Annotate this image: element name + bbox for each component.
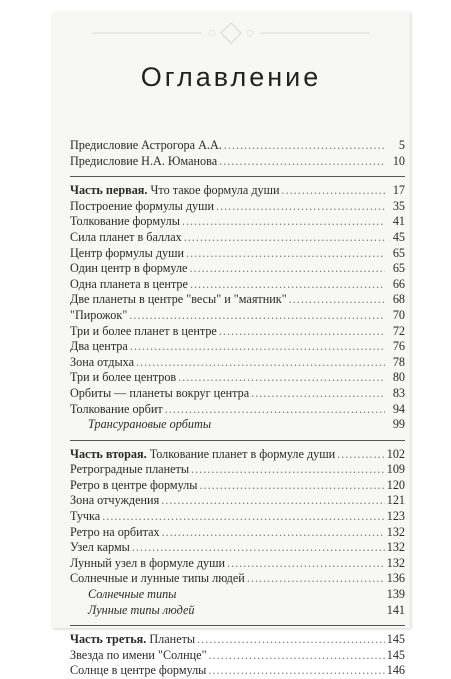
toc-entry [70,277,405,293]
toc-entry [70,246,405,262]
page-number: 78 [392,354,405,369]
page-number: 141 [386,602,405,617]
page-number: 109 [386,462,405,477]
toc-entry [70,308,405,324]
toc-entry-title: Построение формулы души [70,198,215,213]
toc-entry-title: Ретро в центре формулы [70,477,198,492]
toc-entry [70,154,405,170]
part-label: Часть вторая. [70,446,147,461]
toc-entry-title: Предисловие Астрогора А.А. [70,138,222,152]
part-heading [70,447,405,463]
dot-leader [197,632,385,648]
toc-entry-title: Тучка [70,509,101,524]
toc-subentry [70,587,405,603]
page-number: 123 [386,509,405,524]
dot-leader [132,540,385,556]
page-number: 83 [392,385,405,400]
toc-entry [70,292,405,308]
dot-leader [129,308,385,324]
toc-entry-title: Солнечные и лунные типы людей [70,571,245,586]
page-number: 136 [386,571,405,586]
toc-entry [70,493,405,509]
dot-leader [209,648,385,664]
page-number: 121 [386,493,405,508]
page-number: 94 [392,401,405,416]
dot-leader [337,447,385,463]
part-heading [70,632,405,648]
toc-entry [70,261,405,277]
ornament-icon [52,20,410,46]
dot-leader [208,663,384,679]
toc-entry [70,339,405,355]
toc-entry [70,663,405,679]
dot-leader [227,556,385,572]
dot-leader [251,386,385,402]
dot-leader [199,478,384,494]
page-number: 10 [392,153,405,168]
page-number: 102 [386,446,405,461]
table-of-contents [70,138,405,679]
page-number: 99 [392,417,405,432]
dot-leader [224,138,385,154]
toc-entry-title: Солнце в центре формулы [70,663,207,678]
part-heading-title [70,183,280,199]
toc-entry-title: Орбиты — планеты вокруг центра [70,385,250,400]
part-label: Часть первая. [70,183,148,198]
dot-leader [130,339,385,355]
page-number: 45 [392,229,405,244]
dot-leader [162,525,385,541]
toc-entry-title: Одна планета в центре [70,276,188,291]
divider [70,440,405,441]
toc-entry-title: Звезда по имени "Солнце" [70,647,207,662]
toc-entry [70,214,405,230]
toc-entry [70,402,405,418]
part-heading [70,183,405,199]
page-number: 72 [392,323,405,338]
page-number: 65 [392,261,405,276]
page-number: 5 [398,138,405,152]
divider [70,625,405,626]
toc-entry [70,462,405,478]
part-subject: Толкование планет в формуле души [146,446,336,461]
toc-entry-title: Толкование орбит [70,401,163,416]
toc-entry [70,199,405,215]
dot-leader [289,292,385,308]
dot-leader [247,571,385,587]
toc-entry-title: Толкование формулы [70,214,180,229]
page-number: 17 [392,183,405,198]
toc-entry [70,571,405,587]
toc-entry [70,648,405,664]
page-number: 66 [392,276,405,291]
toc-entry-title: Сила планет в баллах [70,229,182,244]
toc-entry-title: Три и более планет в центре [70,323,217,338]
toc-entry-title: Три и более центров [70,370,177,385]
toc-entry [70,478,405,494]
page-number: 70 [392,307,405,322]
toc-entry-title: Зона отчуждения [70,493,160,508]
page-number: 120 [386,477,405,492]
part-subject: Планеты [146,632,196,647]
toc-subentry [70,417,405,433]
part-subject: Что такое формула души [147,183,280,198]
page-number: 132 [386,540,405,555]
page-number: 41 [392,214,405,229]
page-number: 35 [392,198,405,213]
toc-entry [70,230,405,246]
toc-entry-title: Предисловие Н.А. Юманова [70,153,218,168]
page-title: Оглавление [140,62,322,92]
toc-entry [70,324,405,340]
toc-entry-title: Трансурановые орбиты [88,417,212,432]
toc-entry [70,509,405,525]
toc-entry [70,556,405,572]
dot-leader [186,246,385,262]
toc-entry-title: Лунные типы людей [88,602,195,617]
toc-entry [70,138,405,154]
dot-leader [190,277,385,293]
dot-leader [178,370,385,386]
toc-entry [70,370,405,386]
dot-leader [136,355,385,371]
dot-leader [282,183,385,199]
page-number: 146 [386,663,405,678]
toc-entry-title: Два центра [70,339,128,354]
toc-entry [70,540,405,556]
page-number: 139 [386,587,405,602]
toc-entry-title: Узел кармы [70,540,130,555]
page-number: 65 [392,245,405,260]
page-number: 76 [392,339,405,354]
toc-entry [70,525,405,541]
page-number: 145 [386,632,405,647]
toc-entry-title: Две планеты в центре "весы" и "маятник" [70,292,287,307]
part-heading-title [70,632,195,648]
dot-leader [184,230,385,246]
dot-leader [216,199,385,215]
toc-entry-title: "Пирожок" [70,307,128,322]
toc-entry-title: Ретроградные планеты [70,462,190,477]
part-heading-title [70,447,335,463]
toc-entry-title: Солнечные типы [88,587,177,602]
divider [70,176,405,177]
dot-leader [191,462,385,478]
part-label: Часть третья. [70,632,147,647]
toc-entry [70,355,405,371]
dot-leader [102,509,385,525]
toc-entry-title: Зона отдыха [70,354,135,369]
dot-leader [182,214,385,230]
page-number: 145 [386,647,405,662]
dot-leader [165,402,385,418]
page-number: 68 [392,292,405,307]
toc-entry-title: Ретро на орбитах [70,524,160,539]
dot-leader [219,154,385,170]
dot-leader [161,493,385,509]
toc-entry [70,386,405,402]
dot-leader [189,261,385,277]
toc-subentry [70,603,405,619]
toc-entry-title: Центр формулы души [70,245,185,260]
page-number: 80 [392,370,405,385]
page-number: 132 [386,555,405,570]
book-page [52,12,410,678]
page-number: 132 [386,524,405,539]
dot-leader [219,324,385,340]
toc-entry-title: Лунный узел в формуле души [70,555,226,570]
toc-entry-title: Один центр в формуле [70,261,188,276]
